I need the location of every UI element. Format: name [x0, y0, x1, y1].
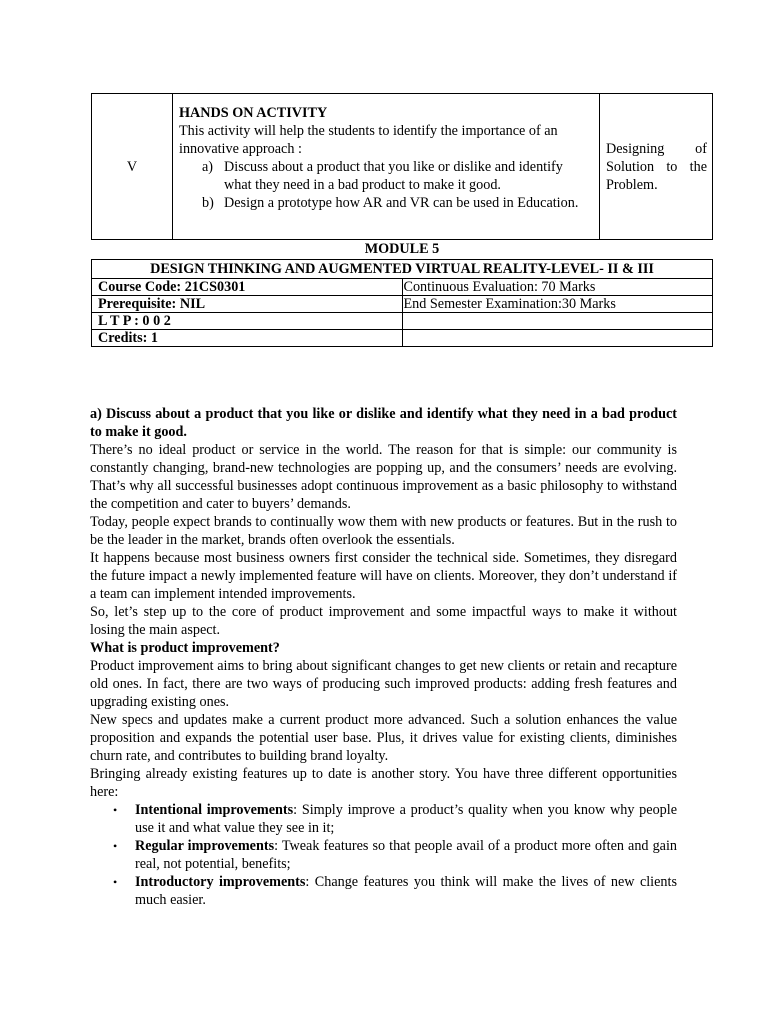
activity-item: b) Design a prototype how AR and VR can be used in Education. — [202, 195, 579, 211]
paragraph: So, let’s step up to the core of product improvement and some impactful ways to make it without losing the main aspect. — [90, 604, 677, 638]
paragraph: New specs and updates make a current product more advanced. Such a solution enhances the value proposition and expands the potential user base. Plus, it drives value for existing clients, diminishes churn rate, and contributes to building brand loyalty. — [90, 712, 677, 764]
activity-list — [179, 158, 593, 212]
activity-intro: This activity will help the students to identify the importance of an innovative approach : — [179, 123, 558, 157]
unit-number: V — [92, 94, 173, 240]
bullet-icon: • — [113, 875, 118, 889]
activity-item: a) Discuss about a product that you like or dislike and identify what they need in a bad product to make it good. — [202, 159, 563, 193]
list-item: • Introductory improvements: Change features you think will make the lives of new clients much easier. — [113, 874, 677, 908]
list-item: • Regular improvements: Tweak features so that people avail of a product more often and gain real, not potential, benefits; — [113, 838, 677, 872]
course-name: DESIGN THINKING AND AUGMENTED VIRTUAL REALITY-LEVEL- II & III — [92, 260, 713, 279]
paragraph: Bringing already existing features up to date is another story. You have three different opportunities here: — [90, 766, 677, 800]
activity-title: HANDS ON ACTIVITY — [179, 105, 328, 121]
paragraph: Today, people expect brands to continually wow them with new products or features. But in the rush to be the leader in the market, brands often overlook the essentials. — [90, 514, 677, 548]
paragraph: It happens because most business owners first consider the technical side. Sometimes, they disregard the future impact a newly implemented feature will have on clients. Moreover, they don’t understand if a team can implement intended improvements. — [90, 550, 677, 602]
list-item: • Intentional improvements: Simply improve a product’s quality when you know why people use it and what value they see in it; — [113, 802, 677, 836]
course-table — [91, 259, 713, 347]
activity-table — [91, 93, 713, 240]
table-row: L T P : 0 0 2 — [92, 313, 713, 330]
table-row: Prerequisite: NIL End Semester Examination:30 Marks — [92, 296, 713, 313]
paragraph: Product improvement aims to bring about significant changes to get new clients or retain and recapture old ones. In fact, there are two ways of producing such improved products: adding fresh features and upgrading existing ones. — [90, 658, 677, 710]
table-row: Credits: 1 — [92, 330, 713, 347]
activity-cell — [173, 94, 600, 240]
table-row: Course Code: 21CS0301 Continuous Evaluation: 70 Marks — [92, 279, 713, 296]
bullet-icon: • — [113, 803, 118, 817]
question-heading: a) Discuss about a product that you like or dislike and identify what they need in a bad product to make it good. — [90, 406, 677, 440]
activity-outcome: Designing of Solution to the Problem. — [600, 94, 713, 240]
paragraph: There’s no ideal product or service in the world. The reason for that is simple: our community is constantly changing, brand-new technologies are popping up, and the consumers’ needs are evolving. That’s why all successful businesses adopt continuous improvement as a basic philosophy to withstand the competition and cater to buyers’ demands. — [90, 442, 677, 512]
module-title: MODULE 5 — [364, 241, 440, 257]
improvement-list — [90, 801, 677, 909]
subheading: What is product improvement? — [90, 640, 280, 656]
body-content — [90, 405, 677, 909]
bullet-icon: • — [113, 839, 118, 853]
